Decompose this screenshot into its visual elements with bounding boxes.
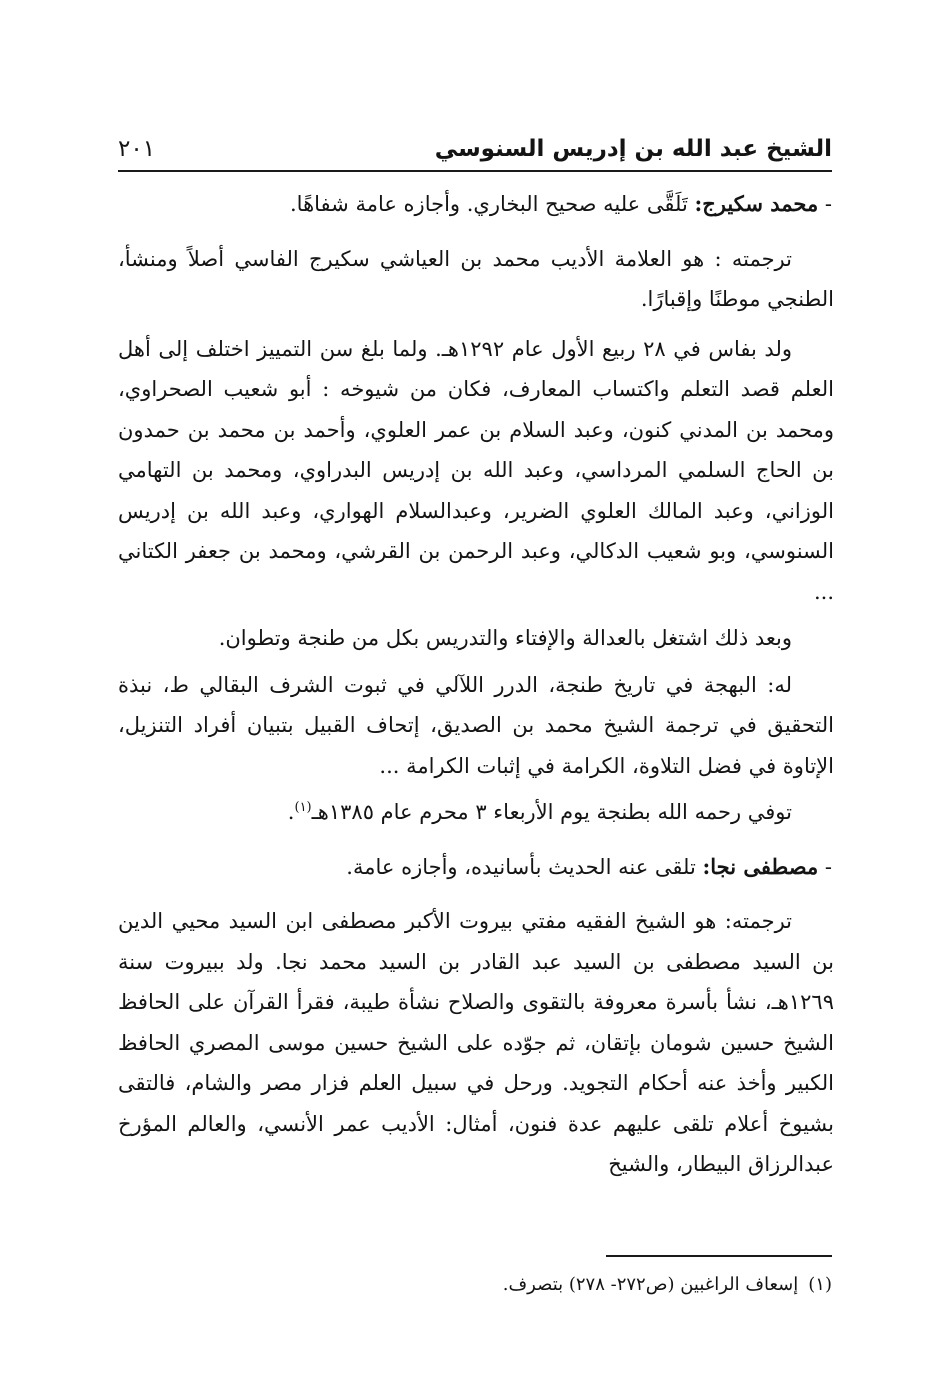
entry-summary: تلقى عنه الحديث بأسانيده، وأجازه عامة. bbox=[346, 854, 696, 879]
header-rule bbox=[118, 170, 832, 172]
death-note: توفي رحمه الله بطنجة يوم الأربعاء ٣ محرم عام ١٣٨٥هـ$^{(١)}$. bbox=[287, 800, 792, 824]
main-text bbox=[118, 184, 834, 1185]
paragraph: ترجمته : هو العلامة الأديب محمد بن العياشي سكيرج الفاسي أصلاً ومنشأ، الطنجي موطنًا وإقبارًا. bbox=[118, 246, 834, 311]
paragraph: وبعد ذلك اشتغل بالعدالة والإفتاء والتدريس بكل من طنجة وتطوان. bbox=[218, 626, 792, 650]
paragraph: ترجمته: هو الشيخ الفقيه مفتي بيروت الأكبر مصطفى ابن السيد محيي الدين بن السيد مصطفى بن السيد عبد القادر بن السيد محمد نجا. ولد ببيروت سنة ١٢٦٩هـ، نشأ بأسرة معروفة بالتقوى والصلاح نشأة طيبة، فقرأ القرآن على الحافظ الشيخ حسين شومان بإتقان، ثم جوّده على الشيخ حسين موسى المصري الحافظ الكبير وأخذ عنه أحكام التجويد. ورحل في سبيل العلم فزار مصر والشام، فالتقى بشيوخ أعلام تلقى عليهم عدة فنون، أمثال: الأديب عمر الأنسي، والعالم المؤرخ عبدالرزاق البيطار، والشيخ bbox=[118, 909, 834, 1176]
footnote bbox=[118, 1268, 832, 1302]
scholar-name: مصطفى نجا: bbox=[702, 853, 819, 879]
entry-heading-naja: - مصطفى نجا: تلقى عنه الحديث بأسانيده، وأجازه عامة. bbox=[346, 853, 832, 879]
footnote-reference: (١) bbox=[294, 800, 312, 815]
scholar-name: محمد سكيرج: bbox=[694, 191, 819, 216]
footnote-rule bbox=[606, 1255, 832, 1257]
entry-heading-sukayrij: - محمد سكيرج: تَلَقَّى عليه صحيح البخاري. وأجازه عامة شفاهًا. bbox=[290, 191, 832, 216]
running-title: الشيخ عبد الله بن إدريس السنوسي bbox=[434, 136, 832, 162]
footnote-text: إسعاف الراغبين (ص٢٧٢- ٢٧٨) بتصرف. bbox=[502, 1274, 799, 1295]
entry-summary: تَلَقَّى عليه صحيح البخاري. وأجازه عامة شفاهًا. bbox=[290, 192, 688, 216]
paragraph: ولد بفاس في ٢٨ ربيع الأول عام ١٢٩٢هـ. ولما بلغ سن التمييز اختلف إلى أهل العلم قصد التعلم واكتساب المعارف، فكان من شيوخه : أبو شعيب الصحراوي، ومحمد بن المدني كنون، وعبد السلام بن عمر العلوي، وأحمد بن محمد بن حمدون بن الحاج السلمي المرداسي، وعبد الله بن إدريس البدراوي، ومحمد بن التهامي الوزاني، وعبد المالك العلوي الضرير، وعبدالسلام الهواري، وعبد الله بن إدريس السنوسي، وبو شعيب الدكالي، وعبد الرحمن بن القرشي، ومحمد بن جعفر الكتاني ... bbox=[118, 336, 834, 604]
paragraph: له: البهجة في تاريخ طنجة، الدرر اللآلي في ثبوت الشرف البقالي ط، نبذة التحقيق في ترجمة الشيخ محمد بن الصديق، إتحاف القبيل بتبيان أفراد التنزيل، الإتاوة في فضل التلاوة، الكرامة في إثبات الكرامة ... bbox=[118, 672, 834, 778]
page-number: ٢٠١ bbox=[118, 136, 156, 162]
footnote-number: (١) bbox=[808, 1274, 832, 1295]
page-header bbox=[118, 132, 832, 168]
